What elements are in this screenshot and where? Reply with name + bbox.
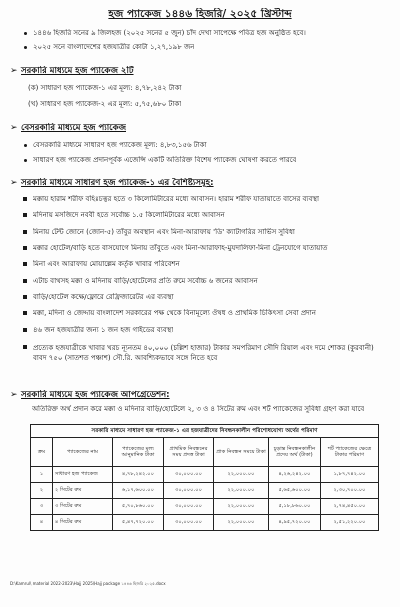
table-header-row bbox=[31, 438, 379, 467]
arrow-bullet-icon: ➢ bbox=[10, 123, 18, 133]
table-cell: সাধারণ হজ প্যাকেজ bbox=[53, 467, 113, 483]
intro-bullet: ১৪৪৬ হিজরি সনের ৯ জিলহজ (২০২৫ সনের ৫ জুন) চাঁদ দেখা সাপেক্ষে পবিত্র হজ অনুষ্ঠিত হবে। bbox=[33, 29, 306, 37]
column-header: প্যাকেজের নাম bbox=[53, 438, 113, 467]
bullet-icon bbox=[24, 32, 27, 35]
table-cell: ২,৫১,২২০.০০ bbox=[321, 515, 379, 531]
table-cell: ৩০,০০০.০০ bbox=[164, 483, 214, 499]
table-cell: ২২,০০০.০০ bbox=[214, 467, 269, 483]
column-header: প্রাথমিক নিবন্ধনের সময় প্রদত্ত টাকা bbox=[164, 438, 214, 467]
package-price-item: (ক) সাধারণ হজ প্যাকেজ-১ এর মূল্য: ৪,৭৮,২৪২ টাকা bbox=[28, 84, 182, 92]
table-title-row bbox=[31, 425, 379, 438]
table-cell: ৫,১৮,৮৬০.০০ bbox=[269, 499, 321, 515]
section-heading-package-features bbox=[10, 178, 214, 189]
square-bullet-icon bbox=[23, 328, 27, 332]
table-cell: ৪ bbox=[31, 515, 53, 531]
table-cell: ৪ সিটের রুম bbox=[53, 515, 113, 531]
feature-item: প্রত্যেক হজযাত্রীকে খাবার খরচ ন্যূনতম ৪০,০০০ (চল্লিশ হাজার) টাকার সমপরিমাণ সৌদি রিয়াল এবং দমে শোকর (কুরবানী) বাবদ ৭৫০ (সাতশত পঞ্চাশ) সৌ.রি. আবশ্যিকভাবে সঙ্গে নিতে হবে bbox=[33, 344, 374, 362]
square-bullet-icon bbox=[23, 279, 27, 283]
table-cell: ৩০,০০০.০০ bbox=[164, 467, 214, 483]
table-row bbox=[31, 515, 379, 531]
page-title-text: হজ প্যাকেজ ১৪৪৬ হিজরি/ ২০২৫ খ্রিস্টাব্দ bbox=[108, 8, 292, 20]
table-cell: ৪,৭৮,২৪২.০০ bbox=[113, 467, 164, 483]
arrow-bullet-icon: ➢ bbox=[10, 66, 18, 76]
square-bullet-icon bbox=[23, 230, 27, 234]
column-header: চূড়ান্ত নিবন্ধনকালীন প্রদেয় অর্থ (টাকা) bbox=[269, 438, 321, 467]
square-bullet-icon bbox=[23, 295, 27, 299]
feature-item: ৪৬ জন হজযাত্রীর জন্য ১ জন হজ গাইডের ব্যবস্থা bbox=[33, 326, 174, 334]
table-cell: ৩ সিটের রুম bbox=[53, 499, 113, 515]
feature-item: মক্কা, মদিনা ও জেদ্দায় বাংলাদেশ সরকারের পক্ষ থেকে বিনামূল্যে ঔষধ ও প্রাথমিক চিকিৎসা সেবা প্রদান bbox=[33, 309, 316, 317]
payment-table bbox=[30, 424, 379, 531]
table-cell: ৫,৪৭,৭২০.০০ bbox=[113, 515, 164, 531]
column-header: প্যাকেজের মূল্য আনুমানিক টাকা bbox=[113, 438, 164, 467]
table-cell: ২,৭৪,৪৫০.০০ bbox=[321, 499, 379, 515]
arrow-bullet-icon: ➢ bbox=[10, 390, 18, 400]
table-cell: ৩০,০০০.০০ bbox=[164, 499, 214, 515]
upgrade-description: অতিরিক্ত অর্থ প্রদান করে মক্কা ও মদিনার বাড়ি/হোটেলে ২, ৩ ও ৪ সিটের রুম এবং শর্ট প্যাকেজের সুবিধা গ্রহণ করা যাবে bbox=[32, 405, 365, 413]
square-bullet-icon bbox=[23, 246, 27, 250]
table-cell: ২২,০০০.০০ bbox=[214, 499, 269, 515]
feature-item: মিনায় টেন্ট জোনে (জোন-৫) তাঁবুর অবস্থান এবং মিনা-আরাফায় 'ডি' ক্যাটাগরির সার্ভিস সুবিধা bbox=[33, 228, 295, 236]
table-cell: ২২,০০০.০০ bbox=[214, 515, 269, 531]
section-heading-text: সরকারি মাধ্যমে সাধারণ হজ প্যাকেজ-১ এর বৈশিষ্ট্যসমূহ: bbox=[21, 178, 214, 188]
table-cell: ১,৮৭,৭৪২.০০ bbox=[321, 467, 379, 483]
table-cell: ৫,৭০,৮৬০.০০ bbox=[113, 499, 164, 515]
table-cell: ৩ bbox=[31, 499, 53, 515]
section-heading-upgradation bbox=[10, 390, 170, 401]
bullet-icon bbox=[24, 159, 27, 162]
table-title: সরকারি মাধ্যমে সাধারণ হজ প্যাকেজ-১ এর হজযাত্রীদের নিবন্ধনকালীন পরিশোধযোগ্য অর্থের পরিমাণ bbox=[31, 425, 379, 438]
square-bullet-icon bbox=[23, 311, 27, 315]
table-cell: ২,৩০,৭০০.০০ bbox=[321, 483, 379, 499]
feature-item: মক্কার হোটেল/বাড়ি হতে বাসযোগে মিনায় তাঁবুতে এবং মিনা-আরাফাহ-মুযদালিফা-মিনা ট্রেনযোগে যাতায়াত bbox=[33, 244, 328, 252]
intro-bullet: ২০২৫ সনে বাংলাদেশের হজযাত্রীর কোটা ১,২৭,১৯৮ জন bbox=[33, 43, 195, 51]
bullet-icon bbox=[24, 144, 27, 147]
section-heading-text: সরকারি মাধ্যমে হজ প্যাকেজ ২টি bbox=[21, 66, 134, 76]
table-row bbox=[31, 499, 379, 515]
feature-item: বাড়ি/হোটেল কক্ষে/ফ্লোরে রেফ্রিজারেটর এর ব্যবস্থা bbox=[33, 293, 174, 301]
column-header: ক্রম bbox=[31, 438, 53, 467]
private-package-item: সাধারণ হজ প্যাকেজ প্রদানপূর্বক এজেন্সি একটি অতিরিক্ত বিশেষ প্যাকেজ ঘোষণা করতে পারবে bbox=[33, 156, 297, 164]
feature-item: মদিনায় মসজিদে নববী হতে সর্বোচ্চ ১.৫ কিলোমিটারের মধ্যে আবাসন bbox=[33, 211, 225, 219]
table-cell: ১ bbox=[31, 467, 53, 483]
private-package-item: বেসরকারি মাধ্যমে সাধারণ হজ প্যাকেজ মূল্য: ৪,৮৩,১৫৬ টাকা bbox=[33, 141, 207, 149]
table-cell: ৪,৯৫,৭২০.০০ bbox=[269, 515, 321, 531]
arrow-bullet-icon: ➢ bbox=[10, 178, 18, 188]
footer-file-path: D:\Kamrul\ material 2022-2023\Hajj 2025\Hajj package ১৪৪৬ হিজরি ২০২৫.docx bbox=[10, 581, 166, 586]
table-cell: ২ সিটের রুম bbox=[53, 483, 113, 499]
square-bullet-icon bbox=[23, 213, 27, 217]
square-bullet-icon bbox=[23, 345, 27, 349]
section-heading-text: সরকারি মাধ্যমে হজ প্যাকেজ আপগ্রেডেশন: bbox=[21, 390, 170, 400]
table-cell: ২২,০০০.০০ bbox=[214, 483, 269, 499]
feature-item: মিনা এবং আরাফায় মোয়াল্লেম কর্তৃক খাবার পরিবেশন bbox=[33, 260, 180, 268]
feature-item: মক্কায় হারাম শরীফ বহিঃচত্বর হতে ৩ কিলোমিটারের মধ্যে আবাসন। হারাম শরীফ যাতায়াতে বাসের ব্যবস্থা bbox=[33, 195, 320, 203]
section-heading-government-packages bbox=[10, 66, 134, 77]
table-cell: ৬,১৭,৬০০.০০ bbox=[113, 483, 164, 499]
table-cell: ২ bbox=[31, 483, 53, 499]
table-cell: ৫,৬৫,৬০০.০০ bbox=[269, 483, 321, 499]
feature-item: এটাচ বাথসহ মক্কা ও মদিনায় বাড়ি/হোটেলের প্রতি রুমে সর্বোচ্চ ৬ জনের আবাসন bbox=[33, 277, 258, 285]
package-price-item: (খ) সাধারণ হজ প্যাকেজ-২ এর মূল্য: ৫,৭৫,৬৮০ টাকা bbox=[28, 100, 182, 108]
square-bullet-icon bbox=[23, 262, 27, 266]
table-cell: ৩০,০০০.০০ bbox=[164, 515, 214, 531]
section-heading-text: বেসরকারি মাধ্যমে হজ প্যাকেজ bbox=[21, 123, 127, 133]
square-bullet-icon bbox=[23, 197, 27, 201]
section-heading-private-packages bbox=[10, 123, 126, 134]
page-title bbox=[0, 8, 400, 21]
bullet-icon bbox=[24, 46, 27, 49]
column-header: প্রাক নিবন্ধন সময়ে টাকা bbox=[214, 438, 269, 467]
column-header: শর্ট প্যাকেজের ক্ষেত্রে টাকার পরিমাণ bbox=[321, 438, 379, 467]
table-cell: ৪,২৬,২৪২.০০ bbox=[269, 467, 321, 483]
table-row bbox=[31, 467, 379, 483]
table-row bbox=[31, 483, 379, 499]
